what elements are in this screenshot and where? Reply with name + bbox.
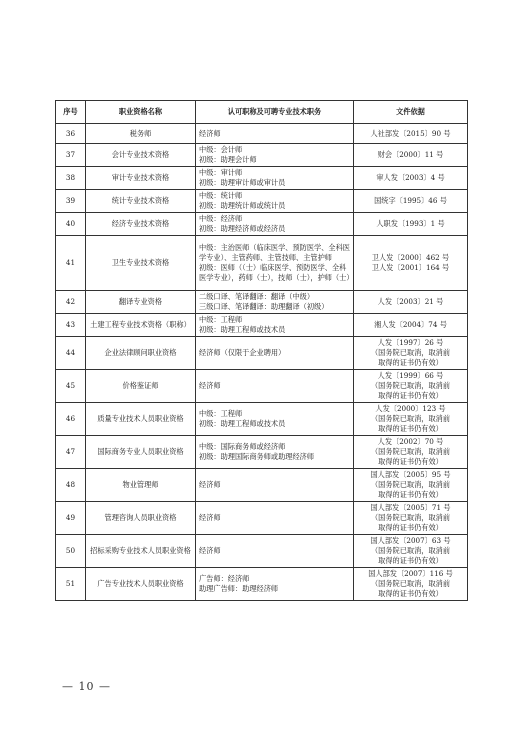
- documents-cell: [354, 403, 468, 436]
- documents-cell: [354, 469, 468, 502]
- document-reference: 国统字〔1995〕46 号: [374, 196, 447, 205]
- position-line: 中级：审计师: [199, 168, 243, 177]
- position-line: 中级：工程师: [199, 409, 243, 418]
- position-line: 中级：主治医师（临床医学、预防医学、全科医学专业）、主管药师、主管技师、主管护师: [199, 243, 350, 262]
- row-number: 50: [56, 535, 86, 568]
- positions-cell: [196, 535, 354, 568]
- documents-cell: [354, 502, 468, 535]
- document-reference: 人职发〔1993〕1 号: [376, 219, 445, 228]
- documents-cell: [354, 291, 468, 314]
- document-reference: 取得的证书仍有效）: [378, 391, 443, 400]
- position-line: 初级：助理统计师或统计员: [199, 201, 286, 210]
- table-row: [56, 124, 468, 144]
- row-number: 37: [56, 144, 86, 167]
- position-line: 初级：助理会计师: [199, 155, 257, 164]
- document-reference: 取得的证书仍有效）: [378, 457, 443, 466]
- document-reference: （国务院已取消，取消前: [370, 579, 451, 588]
- document-reference: 人发〔1997〕26 号: [377, 338, 444, 347]
- qualification-name: 翻译专业资格: [86, 291, 196, 314]
- position-line: 初级：助理工程师或技术员: [199, 325, 286, 334]
- row-number: 41: [56, 236, 86, 291]
- document-reference: 卫人发〔2001〕164 号: [371, 263, 450, 272]
- document-reference: 取得的证书仍有效）: [378, 358, 443, 367]
- table-row: [56, 291, 468, 314]
- positions-cell: [196, 502, 354, 535]
- document-reference: 国人部发〔2005〕95 号: [370, 470, 451, 479]
- table-row: [56, 469, 468, 502]
- table-row: [56, 436, 468, 469]
- qualification-name: 会计专业技术资格: [86, 144, 196, 167]
- position-line: 经济师: [199, 546, 221, 555]
- qualification-name: 卫生专业技术资格: [86, 236, 196, 291]
- position-line: 中级：工程师: [199, 315, 243, 324]
- row-number: 47: [56, 436, 86, 469]
- documents-cell: [354, 213, 468, 236]
- documents-cell: [354, 568, 468, 601]
- document-reference: （国务院已取消，取消前: [370, 381, 451, 390]
- qualification-name: 审计专业技术资格: [86, 167, 196, 190]
- document-reference: 取得的证书仍有效）: [378, 589, 443, 598]
- row-number: 40: [56, 213, 86, 236]
- document-reference: 人发〔2003〕21 号: [377, 297, 444, 306]
- row-number: 44: [56, 337, 86, 370]
- positions-cell: [196, 236, 354, 291]
- document-reference: 湘人发〔2004〕74 号: [374, 320, 447, 329]
- row-number: 51: [56, 568, 86, 601]
- document-reference: （国务院已取消，取消前: [370, 414, 451, 423]
- qualification-table: [55, 100, 468, 601]
- positions-cell: [196, 291, 354, 314]
- position-line: 三级口译、笔译翻译：助理翻译（初级）: [199, 302, 329, 311]
- positions-cell: [196, 337, 354, 370]
- document-reference: 取得的证书仍有效）: [378, 490, 443, 499]
- document-reference: （国务院已取消，取消前: [370, 546, 451, 555]
- position-line: 中级：国际商务师或经济师: [199, 442, 286, 451]
- position-line: 经济师: [199, 128, 221, 138]
- documents-cell: [354, 337, 468, 370]
- positions-cell: [196, 403, 354, 436]
- document-reference: （国务院已取消，取消前: [370, 513, 451, 522]
- row-number: 46: [56, 403, 86, 436]
- position-line: 经济师: [199, 480, 221, 489]
- positions-cell: [196, 469, 354, 502]
- position-line: 初级：医师（（士）临床医学、预防医学、全科医学专业），药师（士），技师（士），护师（士）: [199, 263, 354, 282]
- table-row: [56, 314, 468, 337]
- positions-cell: [196, 370, 354, 403]
- position-line: 初级：助理工程师或技术员: [199, 419, 286, 428]
- documents-cell: [354, 314, 468, 337]
- document-reference: 人发〔2000〕123 号: [375, 404, 446, 413]
- table-row: [56, 403, 468, 436]
- row-number: 48: [56, 469, 86, 502]
- position-line: 中级：会计师: [199, 145, 243, 154]
- documents-cell: [354, 436, 468, 469]
- qualification-name: 广告专业技术人员职业资格: [86, 568, 196, 601]
- qualification-name: 物业管理师: [86, 469, 196, 502]
- position-line: 初级：助理经济师或经济员: [199, 224, 286, 233]
- row-number: 36: [56, 124, 86, 144]
- header-qualification-name: 职业资格名称: [86, 101, 196, 124]
- documents-cell: [354, 190, 468, 213]
- positions-cell: [196, 568, 354, 601]
- document-reference: 人发〔2002〕70 号: [377, 437, 444, 446]
- qualification-name: 国际商务专业人员职业资格: [86, 436, 196, 469]
- qualification-name: 质量专业技术人员职业资格: [86, 403, 196, 436]
- positions-cell: [196, 213, 354, 236]
- header-positions: 认可职称及可聘专业技术职务: [196, 101, 354, 124]
- position-line: 二级口译、笔译翻译：翻译（中级）: [199, 292, 315, 301]
- table-row: [56, 568, 468, 601]
- documents-cell: [354, 144, 468, 167]
- qualification-name: 统计专业技术资格: [86, 190, 196, 213]
- position-line: 中级：经济师: [199, 214, 243, 223]
- position-line: 经济师: [199, 513, 221, 522]
- row-number: 42: [56, 291, 86, 314]
- positions-cell: [196, 124, 354, 144]
- position-line: 初级：助理审计师或审计员: [199, 178, 286, 187]
- header-no: 序号: [56, 101, 86, 124]
- position-line: 初级：助理国际商务师或助理经济师: [199, 452, 315, 461]
- positions-cell: [196, 314, 354, 337]
- document-reference: 人社部发〔2015〕90 号: [370, 128, 451, 138]
- row-number: 39: [56, 190, 86, 213]
- table-row: [56, 190, 468, 213]
- row-number: 45: [56, 370, 86, 403]
- document-reference: （国务院已取消，取消前: [370, 480, 451, 489]
- position-line: 经济师（仅限于企业聘用）: [199, 348, 286, 357]
- table-row: [56, 236, 468, 291]
- document-reference: 财会〔2000〕11 号: [377, 150, 444, 159]
- document-reference: 国人部发〔2007〕63 号: [370, 536, 451, 545]
- position-line: 中级：统计师: [199, 191, 243, 200]
- table-row: [56, 167, 468, 190]
- positions-cell: [196, 167, 354, 190]
- document-reference: 国人部发〔2007〕116 号: [368, 569, 453, 578]
- qualification-name: 税务师: [86, 124, 196, 144]
- table-row: [56, 370, 468, 403]
- table-row: [56, 502, 468, 535]
- table-row: [56, 144, 468, 167]
- qualification-name: 价格鉴证师: [86, 370, 196, 403]
- header-documents: 文件依据: [354, 101, 468, 124]
- document-reference: 国人部发〔2005〕71 号: [370, 503, 451, 512]
- row-number: 49: [56, 502, 86, 535]
- document-reference: 取得的证书仍有效）: [378, 424, 443, 433]
- documents-cell: [354, 124, 468, 144]
- page-number: — 10 —: [62, 680, 111, 693]
- table-row: [56, 337, 468, 370]
- qualification-name: 管理咨询人员职业资格: [86, 502, 196, 535]
- positions-cell: [196, 144, 354, 167]
- qualification-name: 土建工程专业技术资格（职称）: [86, 314, 196, 337]
- document-reference: 取得的证书仍有效）: [378, 523, 443, 532]
- document-reference: （国务院已取消，取消前: [370, 447, 451, 456]
- table-body: [56, 124, 468, 601]
- documents-cell: [354, 535, 468, 568]
- table-row: [56, 535, 468, 568]
- document-reference: 取得的证书仍有效）: [378, 556, 443, 565]
- row-number: 38: [56, 167, 86, 190]
- table-header-row: [56, 101, 468, 124]
- position-line: 助理广告师：助理经济师: [199, 584, 279, 593]
- position-line: 经济师: [199, 381, 221, 390]
- positions-cell: [196, 190, 354, 213]
- document-reference: 人发〔1999〕66 号: [377, 371, 444, 380]
- document-reference: 审人发〔2003〕4 号: [376, 173, 445, 182]
- documents-cell: [354, 167, 468, 190]
- documents-cell: [354, 370, 468, 403]
- document-reference: （国务院已取消，取消前: [370, 348, 451, 357]
- table-row: [56, 213, 468, 236]
- qualification-name: 招标采购专业技术人员职业资格: [86, 535, 196, 568]
- qualification-name: 企业法律顾问职业资格: [86, 337, 196, 370]
- position-line: 广告师：经济师: [199, 574, 250, 583]
- documents-cell: [354, 236, 468, 291]
- document-reference: 卫人发〔2000〕462 号: [371, 253, 450, 262]
- qualification-name: 经济专业技术资格: [86, 213, 196, 236]
- positions-cell: [196, 436, 354, 469]
- row-number: 43: [56, 314, 86, 337]
